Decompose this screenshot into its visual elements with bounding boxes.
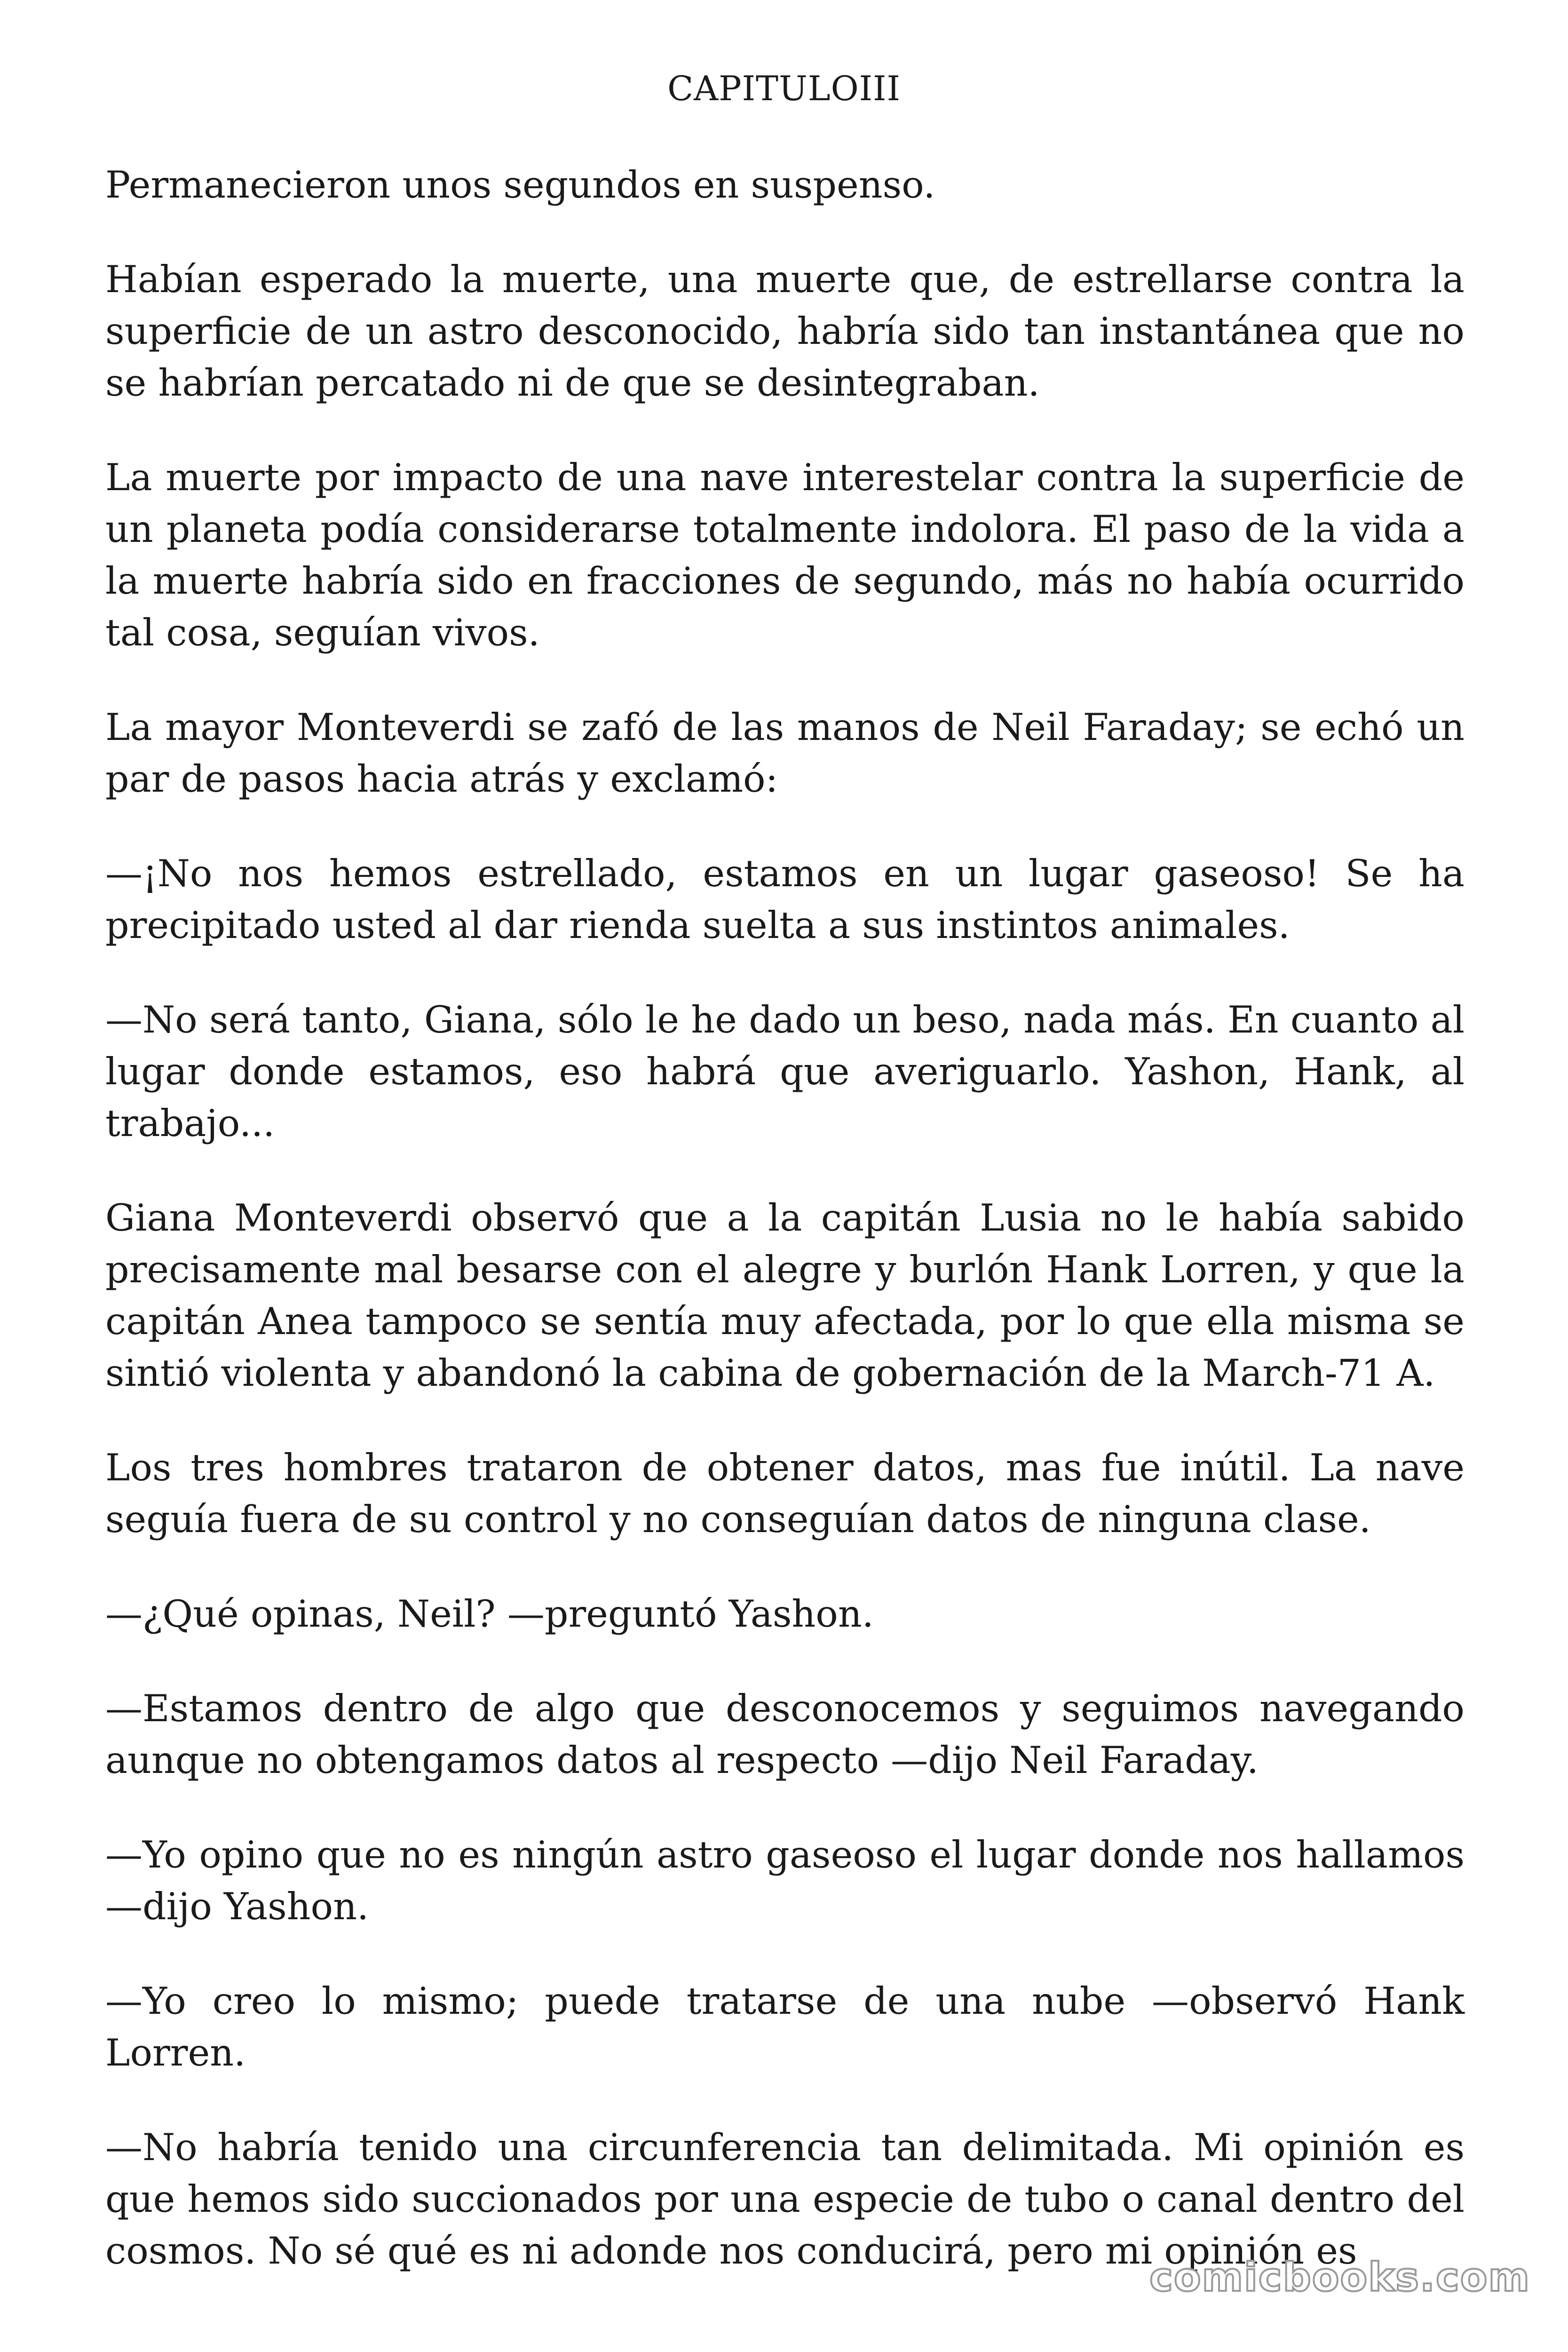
paragraph: La muerte por impacto de una nave interestelar contra la superficie de un planeta podía considerarse totalmente indolora. El paso de la vida a la muerte habría sido en fracciones de segundo, más no había ocurrido tal cosa, seguían vivos. [105, 456, 1465, 654]
paragraph: —Yo opino que no es ningún astro gaseoso el lugar donde nos hallamos —dijo Yashon. [105, 1833, 1465, 1928]
paragraph: —¡No nos hemos estrellado, estamos en un lugar gaseoso! Se ha precipitado usted al dar rienda suelta a sus instintos animales. [105, 852, 1465, 947]
paragraph: —No habría tenido una circunferencia tan delimitada. Mi opinión es que hemos sido succionados por una especie de tubo o canal dentro del cosmos. No sé qué es ni adonde nos conducirá, pero mi opinión es [105, 2126, 1465, 2273]
paragraph: —¿Qué opinas, Neil? —preguntó Yashon. [105, 1592, 874, 1636]
chapter-title: CAPITULOIII [667, 69, 901, 108]
paragraph: Habían esperado la muerte, una muerte que, de estrellarse contra la superficie de un astro desconocido, habría sido tan instantánea que no se habrían percatado ni de que se desintegraban. [105, 258, 1465, 405]
paragraph: —Yo creo lo mismo; puede tratarse de una nube —observó Hank Lorren. [105, 1979, 1465, 2074]
text-body [105, 159, 1465, 2277]
watermark-logo: comicbooks.com [1149, 2254, 1530, 2300]
paragraph: Giana Monteverdi observó que a la capitán Lusia no le había sabido precisamente mal besarse con el alegre y burlón Hank Lorren, y que la capitán Anea tampoco se sentía muy afectada, por lo que ella misma se sintió violenta y abandonó la cabina de gobernación de la March-71 A. [105, 1196, 1465, 1395]
paragraph: —No será tanto, Giana, sólo le he dado un beso, nada más. En cuanto al lugar donde estamos, eso habrá que averiguarlo. Yashon, Hank, al trabajo... [105, 998, 1465, 1145]
paragraph: La mayor Monteverdi se zafó de las manos de Neil Faraday; se echó un par de pasos hacia atrás y exclamó: [105, 706, 1465, 801]
paragraph: Los tres hombres trataron de obtener datos, mas fue inútil. La nave seguía fuera de su control y no conseguían datos de ninguna clase. [105, 1446, 1465, 1541]
paragraph: —Estamos dentro de algo que desconocemos y seguimos navegando aunque no obtengamos datos al respecto —dijo Neil Faraday. [105, 1687, 1465, 1782]
paragraph: Permanecieron unos segundos en suspenso. [105, 163, 935, 207]
